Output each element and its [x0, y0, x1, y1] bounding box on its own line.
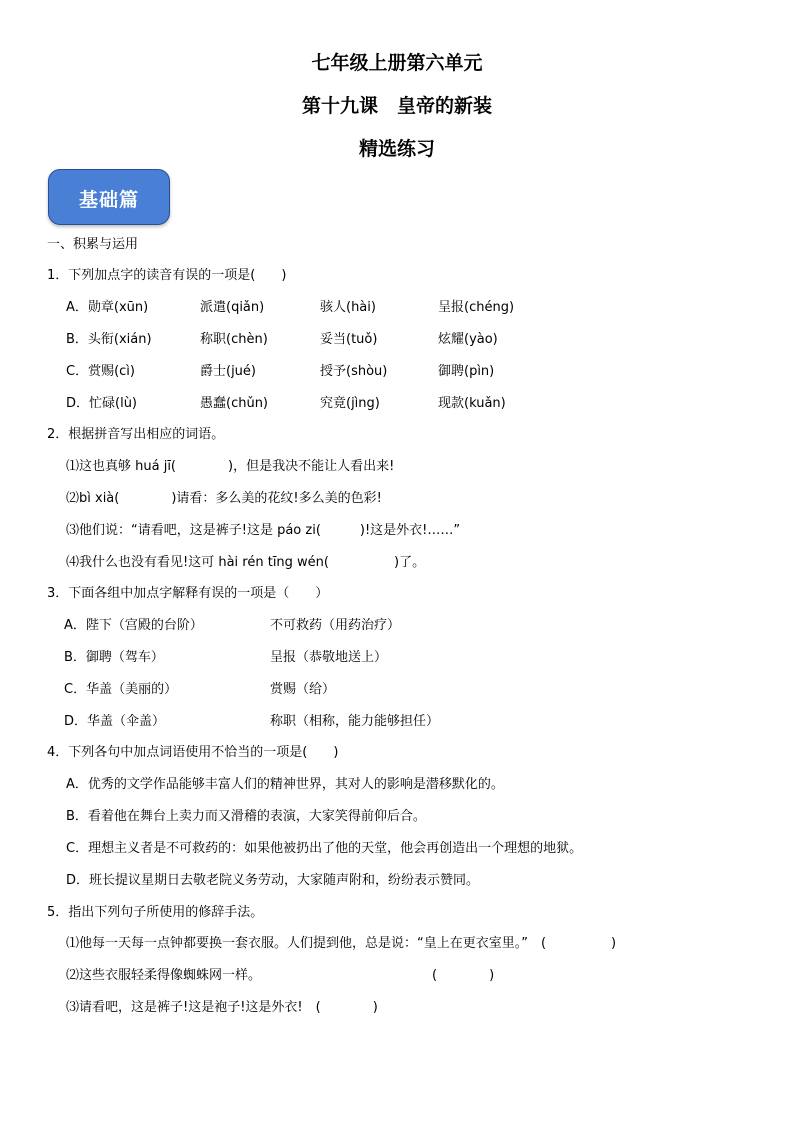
- question-3-stem: 3．下面各组中加点字解释有误的一项是（ ）: [47, 586, 329, 601]
- question-4-option: B．看着他在舞台上卖力而又滑稽的表演，大家笑得前仰后合。: [66, 809, 426, 824]
- option-cell: D．忙碌(lù): [66, 396, 138, 411]
- option-cell: A．勋章(xūn): [66, 300, 149, 315]
- section-heading: 一、积累与运用: [47, 237, 139, 252]
- option-cell: 愚蠢(chǔn): [200, 396, 269, 411]
- question-2-item: ⑷我什么也没有看见!这可 hài rén tīng wén( )了。: [66, 555, 426, 570]
- question-5-item: ⑵这些衣服轻柔得像蜘蛛网一样。: [66, 968, 262, 983]
- option-cell: 派遣(qiǎn): [200, 300, 265, 315]
- option-cell: C．华盖（美丽的）: [64, 682, 178, 697]
- level-badge-label: 基础篇: [78, 189, 139, 211]
- option-cell: 炫耀(yào): [438, 332, 498, 347]
- question-4-option: D．班长提议星期日去敬老院义务劳动，大家随声附和，纷纷表示赞同。: [66, 873, 480, 888]
- title-unit: 七年级上册第六单元: [311, 52, 483, 74]
- title-practice: 精选练习: [358, 138, 435, 160]
- question-2-item: ⑴这也真够 huá jī( )，但是我决不能让人看出来!: [66, 459, 395, 474]
- option-cell: C．赏赐(cì): [66, 364, 135, 379]
- question-2-item: ⑵bì xià( )请看：多么美的花纹!多么美的色彩!: [66, 491, 382, 506]
- option-cell: 骇人(hài): [320, 300, 376, 315]
- option-cell: B．头衔(xián): [66, 332, 152, 347]
- title-lesson: 第十九课 皇帝的新装: [301, 95, 492, 117]
- option-cell: 不可救药（用药治疗）: [270, 618, 401, 633]
- option-cell: 赏赐（给）: [270, 682, 336, 697]
- option-cell: 称职（相称，能力能够担任）: [270, 714, 440, 729]
- question-1-stem: 1．下列加点字的读音有误的一项是( ): [47, 268, 287, 283]
- level-badge: [48, 169, 170, 225]
- option-cell: A．陛下（宫殿的台阶）: [64, 618, 203, 633]
- option-cell: 究竟(jìng): [320, 396, 380, 411]
- question-5-item: ⑴他每一天每一点钟都要换一套衣服。人们提到他，总是说：“皇上在更衣室里。” ( ): [66, 936, 617, 951]
- option-cell: 授予(shòu): [320, 364, 388, 379]
- option-cell: 御聘(pìn): [438, 364, 495, 379]
- option-cell: 呈报(chéng): [438, 300, 515, 315]
- answer-blank: ( ): [432, 968, 495, 983]
- option-cell: 呈报（恭敬地送上）: [270, 650, 388, 665]
- question-2-item: ⑶他们说：“请看吧，这是裤子!这是 páo zi( )!这是外衣!……”: [66, 523, 461, 538]
- option-cell: B．御聘（驾车）: [64, 650, 164, 665]
- question-4-option: C．理想主义者是不可救药的：如果他被扔出了他的天堂，他会再创造出一个理想的地狱。: [66, 841, 583, 856]
- option-cell: 爵士(jué): [200, 364, 256, 379]
- option-cell: D．华盖（伞盖）: [64, 714, 166, 729]
- option-cell: 妥当(tuǒ): [320, 332, 378, 347]
- question-5-item: ⑶请看吧，这是裤子!这是袍子!这是外衣! ( ): [66, 1000, 378, 1015]
- question-2-stem: 2．根据拼音写出相应的词语。: [47, 427, 225, 442]
- question-4-option: A．优秀的文学作品能够丰富人们的精神世界，其对人的影响是潜移默化的。: [66, 777, 504, 792]
- option-cell: 现款(kuǎn): [438, 396, 506, 411]
- question-5-stem: 5．指出下列句子所使用的修辞手法。: [47, 905, 264, 920]
- question-4-stem: 4．下列各句中加点词语使用不恰当的一项是( ): [47, 745, 339, 760]
- option-cell: 称职(chèn): [200, 332, 268, 347]
